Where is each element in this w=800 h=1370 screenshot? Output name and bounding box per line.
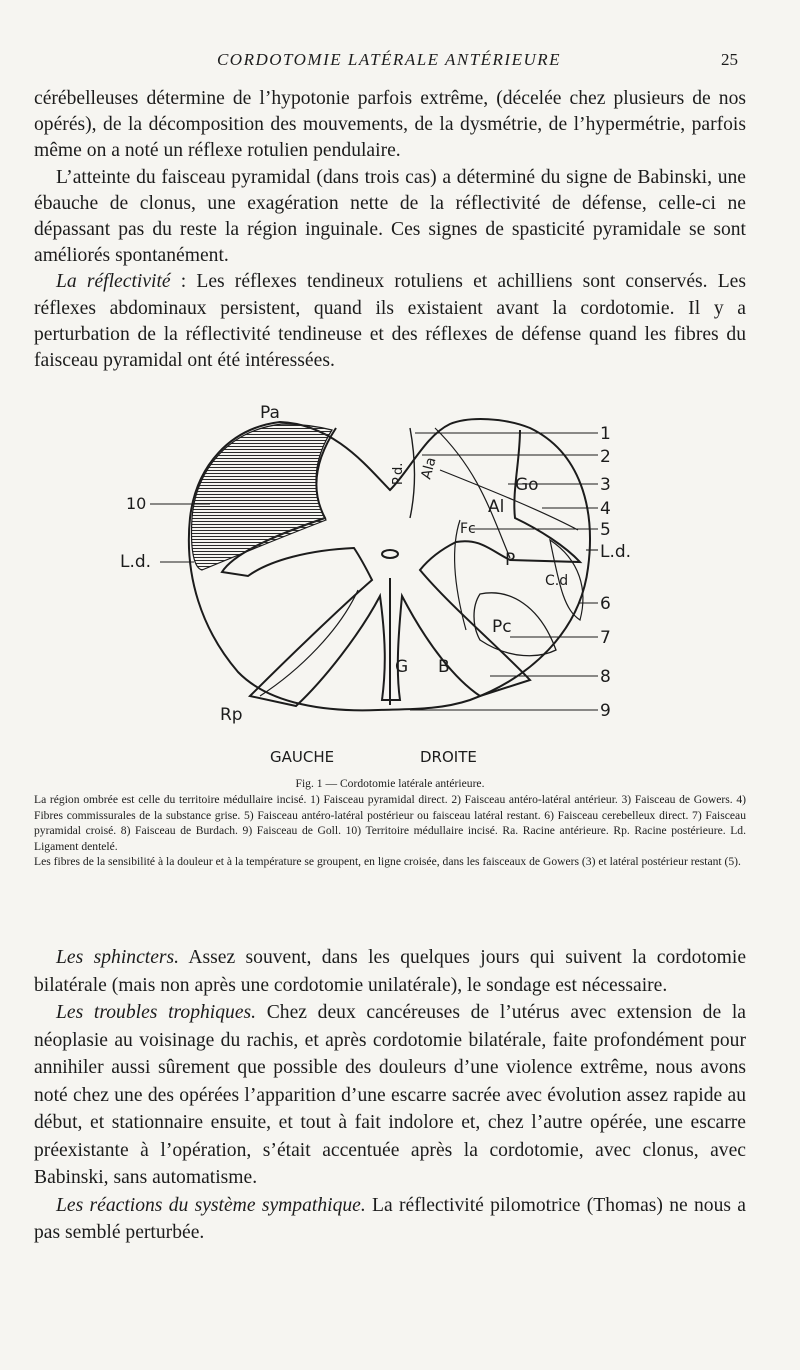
number-2: 2 bbox=[600, 447, 611, 467]
figure-spinal-cord-section bbox=[110, 400, 670, 770]
figure-caption bbox=[34, 776, 746, 869]
heading-troubles-trophiques: Les troubles trophiques. bbox=[56, 1002, 257, 1023]
text-reactions-sympathique: La réflectivité pilomotrice (Thomas) ne nous a pas semblé perturbée. bbox=[34, 1194, 747, 1243]
side-label-left: GAUCHE bbox=[270, 748, 335, 766]
page-number: 25 bbox=[721, 50, 738, 69]
heading-reflectivite: La réflectivité bbox=[56, 271, 171, 293]
number-4: 4 bbox=[600, 499, 611, 519]
number-9: 9 bbox=[600, 701, 611, 721]
gowers-line bbox=[435, 428, 510, 558]
label-pa: Pa bbox=[260, 403, 280, 423]
pc-region bbox=[474, 593, 556, 656]
label-ld-left: L.d. bbox=[120, 552, 152, 572]
running-header bbox=[34, 50, 744, 74]
label-al: Al bbox=[488, 497, 505, 517]
label-fc: Fc bbox=[460, 521, 476, 537]
central-canal bbox=[382, 550, 398, 558]
label-g: G bbox=[395, 657, 409, 677]
number-3: 3 bbox=[600, 475, 611, 495]
label-b: B bbox=[438, 657, 450, 677]
heading-sphincters: Les sphincters. bbox=[56, 947, 180, 968]
caption-body: La région ombrée est celle du territoire médullaire incisé. 1) Faisceau pyramidal direct. 2) Faisceau antéro-latéral antérieur. 3) Faisceau de Gowers. 4) Fibres commissurales de la substance grise. 5) Faisceau antéro-latéral postérieur ou faisceau latéral restant. 6) Faisceau cerebelleux direct. 7) Faisceau pyramidal croisé. 8) Faisceau de Burdach. 9) Faisceau de Goll. 10) Territoire médullaire incisé. Ra. Racine antérieure. Rp. Racine postérieure. Ld. Ligament dentelé. bbox=[34, 793, 746, 853]
caption-title: Fig. 1 — Cordotomie latérale antérieure. bbox=[295, 777, 485, 790]
label-go: Go bbox=[515, 475, 539, 495]
incised-territory bbox=[191, 424, 332, 570]
label-10: 10 bbox=[126, 494, 147, 513]
label-ld-right: L.d. bbox=[600, 542, 632, 562]
running-title: CORDOTOMIE LATÉRALE ANTÉRIEURE bbox=[216, 50, 562, 69]
paragraph-cerebelleuses: cérébelleuses détermine de l’hypotonie parfois extrême, (décelée chez plusieurs de nos opérés), de la décomposition des mouvements, de la dysmétrie, de l’hypermétrie, parfois même on a noté un réflexe rotulien pendulaire. bbox=[34, 88, 746, 162]
paragraph-sphincters bbox=[34, 944, 746, 999]
paragraph-faisceau-pyramidal: L’atteinte du faisceau pyramidal (dans trois cas) a déterminé du signe de Babinski, une ébauche de clonus, une exagération nette de la réflectivité de défense, celle-ci ne dépassant pas du reste la région inguinale. Ces signes de spasticité pyramidale se sont améliorés spontanément. bbox=[34, 166, 746, 267]
side-label-right: DROITE bbox=[420, 748, 477, 766]
number-8: 8 bbox=[600, 667, 611, 687]
label-p: P bbox=[505, 550, 516, 570]
text-troubles-trophiques: Chez deux cancéreuses de l’utérus avec extension de la néoplasie au voisinage du rachis, et après cordotomie bilatérale, faite profondément pour annihiler aussi sûrement que possible des douleurs d’une violence extrême, nous avons noté chez une des opérées l’apparition d’une escarre sacrée avec évolution assez rapide au début, et stationnaire ensuite, et tout à fait indolore et, chez l’autre opérée, une escarre préexistante à l’opération, s’était accentuée après la cordotomie, avec clonus, avec Babinski, sans automatisme. bbox=[34, 1002, 746, 1188]
spinal-cord-diagram bbox=[110, 400, 670, 770]
paragraph-reactions-sympathique bbox=[34, 1192, 746, 1247]
bottom-text-block bbox=[34, 944, 746, 1247]
label-rp: Rp bbox=[220, 705, 243, 725]
label-pd: P.d. bbox=[391, 462, 406, 485]
number-5: 5 bbox=[600, 520, 611, 540]
heading-reactions-sympathique: Les réactions du système sympathique. bbox=[56, 1194, 366, 1216]
label-ala: Ala bbox=[418, 455, 440, 482]
pyramidal-tract-line bbox=[410, 428, 415, 518]
number-6: 6 bbox=[600, 594, 611, 614]
text-reflectivite: : Les réflexes tendineux rotuliens et achilliens sont conservés. Les réflexes abdominaux persistent, quand ils existaient avant la cordotomie. Il y a perturbation de la réflectivité tendineuse et des réflexes de défense quand les fibres du faisceau pyramidal ont été intéressées. bbox=[34, 271, 746, 372]
top-text-block bbox=[34, 86, 746, 374]
paragraph-troubles-trophiques bbox=[34, 999, 746, 1192]
number-7: 7 bbox=[600, 628, 611, 648]
label-pc: Pc bbox=[492, 617, 512, 637]
number-1: 1 bbox=[600, 424, 611, 444]
label-cd: C.d bbox=[545, 573, 569, 589]
paragraph-reflectivite bbox=[34, 269, 746, 374]
caption-note: Les fibres de la sensibilité à la douleur et à la température se groupent, en ligne croisée, dans les faisceaux de Gowers (3) et latéral postérieur restant (5). bbox=[34, 855, 741, 869]
text-sphincters: Assez souvent, dans les quelques jours qui suivent la cordotomie bilatérale (mais non après une cordotomie unilatérale), le sondage est nécessaire. bbox=[34, 947, 747, 996]
